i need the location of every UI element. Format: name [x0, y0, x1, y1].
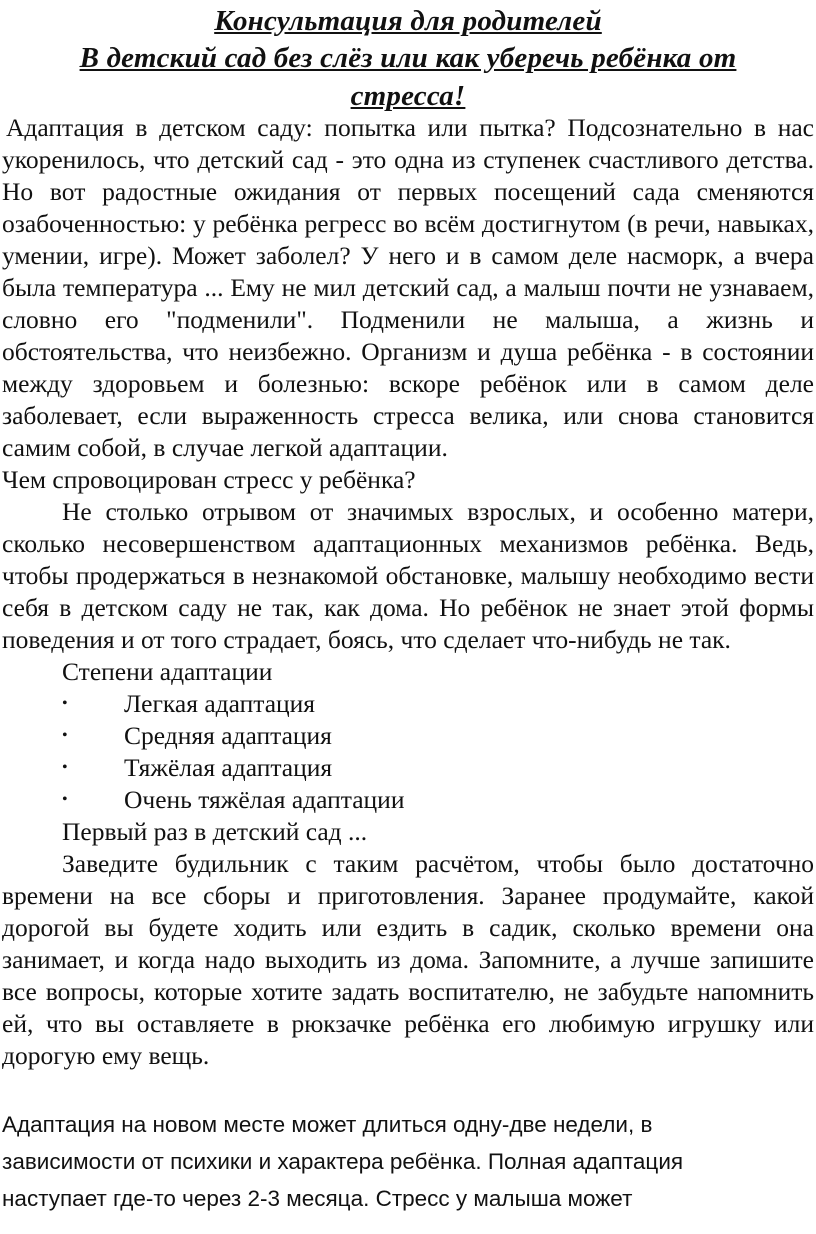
list-item — [2, 720, 814, 752]
question-line: Чем спровоцирован стресс у ребёнка? — [2, 465, 416, 494]
bullet-icon: • — [62, 727, 68, 744]
degrees-heading: Степени адаптации — [62, 657, 273, 686]
document-subtitle: В детский сад без слёз или как уберечь ребёнка от стресса! — [79, 42, 737, 112]
document-title: Консультация для родителей — [214, 5, 602, 37]
first-time-heading: Первый раз в детский сад ... — [62, 817, 368, 846]
advice-paragraph: Заведите будильник с таким расчётом, чтобы было достаточно времени на все сборы и приготовления. Заранее продумайте, какой дорогой вы будете ходить или ездить в садик, сколько времени она занимает, и когда надо выходить из дома. Запомните, а лучше запишите все вопросы, которые хотите задать воспитателю, не забудьте напомнить ей, что вы оставляете в рюкзачке ребёнка его любимую игрушку или дорогую ему вещь. — [2, 849, 814, 1070]
answer-paragraph: Не столько отрывом от значимых взрослых, и особенно матери, сколько несовершенством адаптационных механизмов ребёнка. Ведь, чтобы продержаться в незнакомой обстановке, малышу необходимо вести себя в детском саду не так, как дома. Но ребёнок не знает этой формы поведения и от того страдает, боясь, что сделает что-нибудь не так. — [2, 497, 814, 654]
degree-label: Легкая адаптация — [124, 689, 316, 718]
bullet-icon: • — [62, 791, 68, 808]
degree-label: Очень тяжёлая адаптации — [124, 785, 405, 814]
closing-line: зависимости от психики и характера ребёнка. Полная адаптация — [2, 1149, 684, 1174]
list-item — [2, 688, 814, 720]
list-item — [2, 784, 814, 816]
closing-line: Адаптация на новом месте может длиться одну-две недели, в — [2, 1112, 653, 1137]
degree-label: Тяжёлая адаптация — [124, 753, 333, 782]
degree-label: Средняя адаптация — [124, 721, 332, 750]
bullet-icon: • — [62, 759, 68, 776]
document-body — [2, 112, 814, 1072]
bullet-icon: • — [62, 695, 68, 712]
closing-line: наступает где-то через 2-3 месяца. Стресс у малыша может — [2, 1186, 633, 1211]
list-item — [2, 752, 814, 784]
intro-paragraph: Адаптация в детском саду: попытка или пытка? Подсознательно в нас укоренилось, что детский сад - это одна из ступенек счастливого детства. Но вот радостные ожидания от первых посещений сада сменяются озабоченностью: у ребёнка регресс во всём достигнутом (в речи, навыках, умении, игре). Может заболел? У него и в самом деле насморк, а вчера была температура ... Ему не мил детский сад, а малыш почти не узнаваем, словно его "подменили". Подменили не малыша, а жизнь и обстоятельства, что неизбежно. Организм и душа ребёнка - в состоянии между здоровьем и болезнью: вскоре ребёнок или в самом деле заболевает, если выраженность стресса велика, или снова становится самим собой, в случае легкой адаптации. — [2, 113, 814, 462]
degrees-list — [2, 688, 814, 816]
closing-block — [2, 1106, 814, 1217]
